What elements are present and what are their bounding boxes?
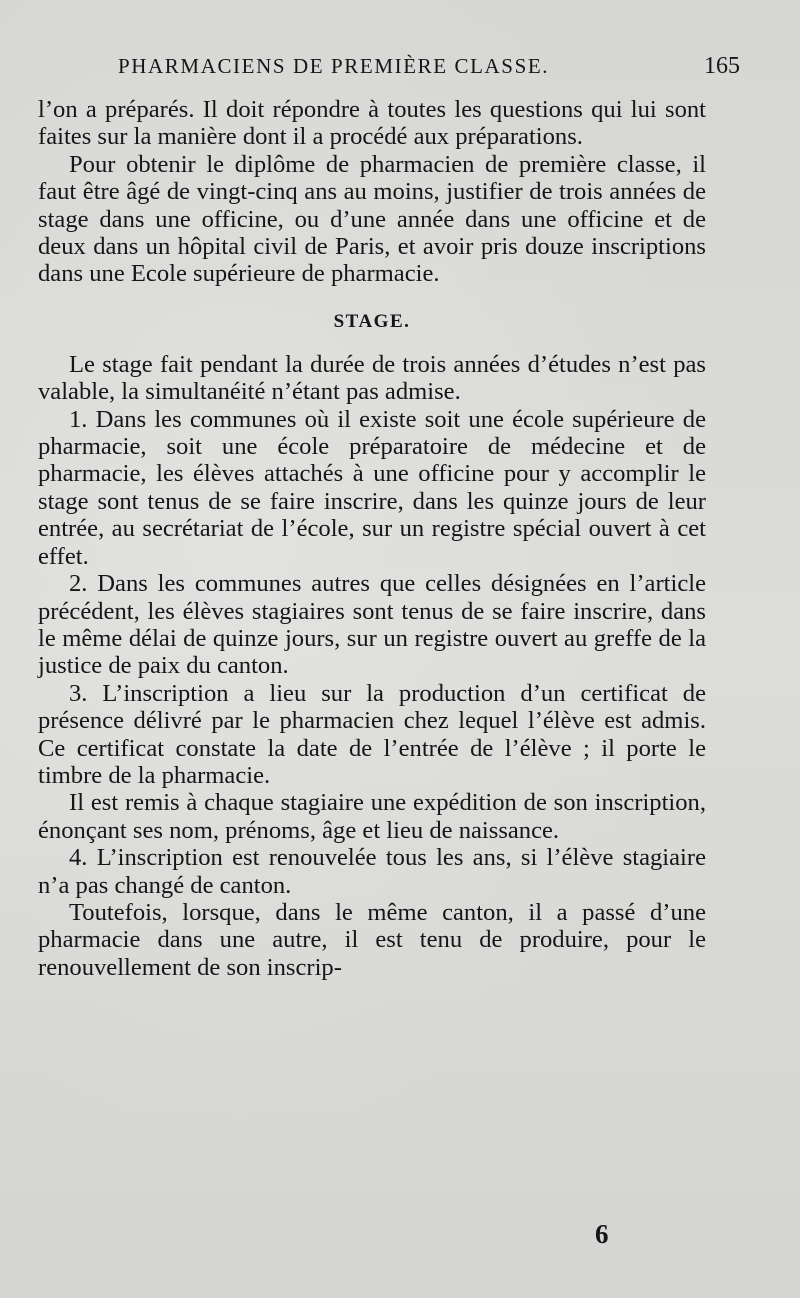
- page-number: 165: [704, 53, 740, 79]
- body-text: [38, 96, 706, 981]
- paragraph: Le stage fait pendant la durée de trois années d’études n’est pas valable, la simultanéité n’étant pas admise.: [38, 350, 706, 406]
- paragraph: 4. L’inscription est renouvelée tous les ans, si l’élève stagiaire n’a pas changé de canton.: [38, 844, 706, 899]
- paragraph: Toutefois, lorsque, dans le même canton, il a passé d’une pharmacie dans une autre, il est tenu de produire, pour le renouvellement de son inscrip-: [38, 898, 706, 981]
- paragraph: 2. Dans les communes autres que celles désignées en l’article précédent, les élèves stagiaires sont tenus de se faire inscrire, dans le même délai de quinze jours, sur un registre ouvert au greffe de la justice de paix du canton.: [38, 570, 706, 680]
- paragraph: l’on a préparés. Il doit répondre à toutes les questions qui lui sont faites sur la manière dont il a procédé aux préparations.: [38, 96, 706, 151]
- paragraph: Il est remis à chaque stagiaire une expédition de son inscription, énonçant ses nom, prénoms, âge et lieu de naissance.: [38, 789, 706, 844]
- signature-mark: 6: [595, 1219, 609, 1249]
- section-heading: STAGE.: [333, 310, 411, 332]
- running-title: PHARMACIENS DE PREMIÈRE CLASSE.: [118, 54, 550, 78]
- running-head: [40, 48, 740, 84]
- paragraph: Pour obtenir le diplôme de pharmacien de première classe, il faut être âgé de vingt-cinq ans au moins, justifier de trois années de stage dans une officine, ou d’une année dans une officine et de deux dans un hôpital civil de Paris, et avoir pris douze inscriptions dans une Ecole supérieure de pharmacie.: [38, 150, 706, 288]
- paragraph: 3. L’inscription a lieu sur la production d’un certificat de présence délivré par le pharmacien chez lequel l’élève est admis. Ce certificat constate la date de l’entrée de l’élève ; il porte le timbre de la pharmacie.: [38, 679, 706, 789]
- paragraph: 1. Dans les communes où il existe soit une école supérieure de pharmacie, soit une école préparatoire de médecine et de pharmacie, les élèves attachés à une officine pour y accomplir le stage sont tenus de se faire inscrire, dans les quinze jours de leur entrée, au secrétariat de l’école, sur un registre spécial ouvert à cet effet.: [38, 405, 706, 570]
